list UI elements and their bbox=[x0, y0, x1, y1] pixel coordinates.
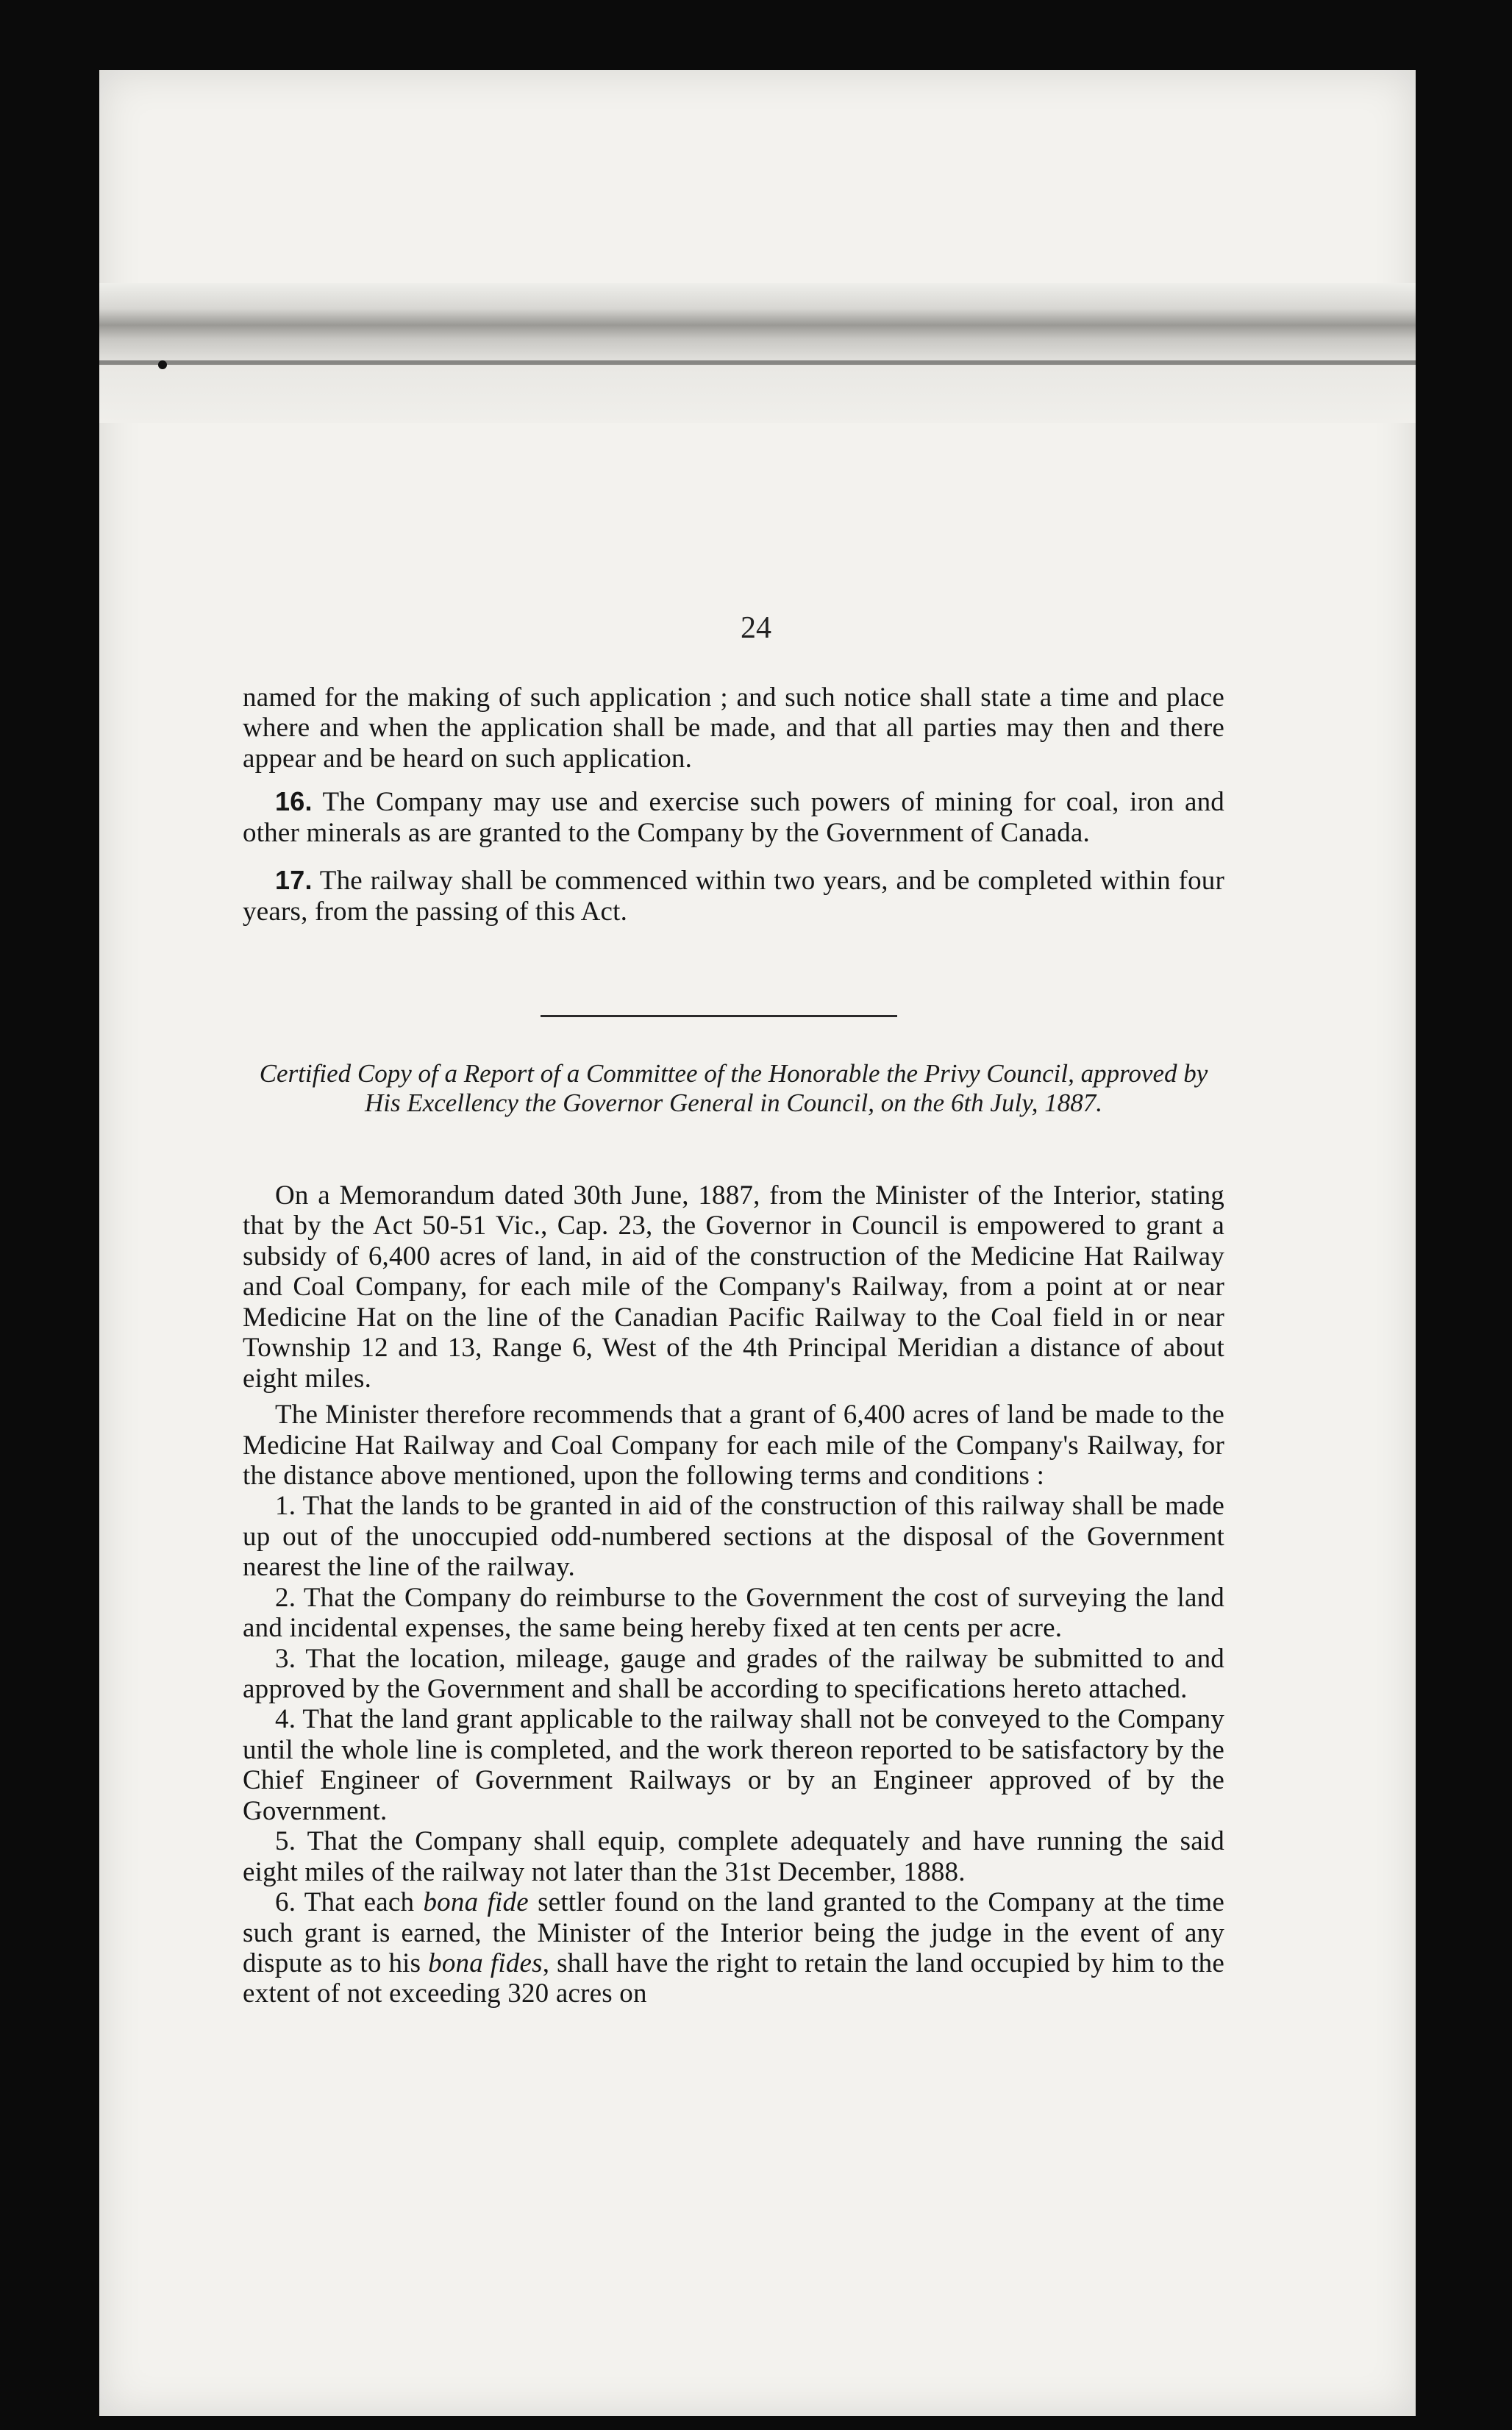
speck-mark bbox=[158, 360, 167, 369]
page-number: 24 bbox=[741, 611, 771, 645]
condition-6-middle: settler found on the land granted to the Company at the time such grant is earned, the Minister of the Interior being the judge in the event of any dispute as to his bbox=[243, 1887, 1224, 1978]
condition-6-end: , shall have the right to retain the land occupied by him to the extent of not exceeding 320 acres on bbox=[243, 1948, 1224, 2009]
section-text: The Company may use and exercise such powers of mining for coal, iron and other minerals as are granted to the Company by the Government of Canada. bbox=[243, 787, 1224, 848]
section-divider bbox=[541, 1015, 897, 1017]
page-fold-crease bbox=[99, 360, 1416, 365]
condition-item: 2. That the Company do reimburse to the Government the cost of surveying the land and incidental expenses, the same being hereby fixed at ten cents per acre. bbox=[243, 1582, 1224, 1644]
condition-item: 4. That the land grant applicable to the railway shall not be conveyed to the Company until the whole line is completed, and the work thereon reported to be satisfactory by the Chief Engineer of Government Railways or by an Engineer approved of by the Government. bbox=[243, 1704, 1224, 1826]
condition-item-6 bbox=[243, 1887, 1224, 2009]
continuation-paragraph: named for the making of such application ; and such notice shall state a time and place where and when the application shall be made, and that all parties may then and there appear and be heard on such application. bbox=[243, 683, 1224, 774]
recommendation-paragraph: The Minister therefore recommends that a grant of 6,400 acres of land be made to the Medicine Hat Railway and Coal Company for each mile of the Company's Railway, for the distance above mentioned, upon the following terms and conditions : bbox=[243, 1400, 1224, 1491]
condition-6-italic-term: bona fide bbox=[423, 1887, 529, 1918]
condition-6-start: 6. That each bbox=[275, 1887, 424, 1918]
condition-item: 1. That the lands to be granted in aid of the construction of this railway shall be made up out of the unoccupied odd-numbered sections at the disposal of the Government nearest the line of the railway. bbox=[243, 1491, 1224, 1583]
top-section bbox=[243, 683, 1224, 927]
section-17 bbox=[243, 866, 1224, 927]
section-number: 17. bbox=[275, 865, 313, 896]
condition-item: 5. That the Company shall equip, complete adequately and have running the said eight miles of the railway not later than the 31st December, 1888. bbox=[243, 1826, 1224, 1887]
condition-item: 3. That the location, mileage, gauge and grades of the railway be submitted to and approved by the Government and shall be according to specifications hereto attached. bbox=[243, 1643, 1224, 1704]
section-text: The railway shall be commenced within two years, and be completed within four years, from the passing of this Act. bbox=[243, 866, 1224, 927]
memorandum-paragraph: On a Memorandum dated 30th June, 1887, from the Minister of the Interior, stating that by the Act 50-51 Vic., Cap. 23, the Governor in Council is empowered to grant a subsidy of 6,400 acres of land, in aid of the construction of the Medicine Hat Railway and Coal Company, for each mile of the Company's Railway, from a point at or near Medicine Hat on the line of the Canadian Pacific Railway to the Coal field in or near Township 12 and 13, Range 6, West of the 4th Principal Meridian a distance of about eight miles. bbox=[243, 1180, 1224, 1394]
report-heading: Certified Copy of a Report of a Committee of the Honorable the Privy Council, approved by His Excellency the Governor General in Council, on the 6th July, 1887. bbox=[259, 1059, 1208, 1118]
report-body bbox=[243, 1180, 1224, 2009]
condition-6-italic-term-2: bona fides bbox=[428, 1948, 543, 1978]
page-fold-shadow bbox=[99, 283, 1416, 423]
section-number: 16. bbox=[275, 786, 313, 817]
section-16 bbox=[243, 787, 1224, 848]
